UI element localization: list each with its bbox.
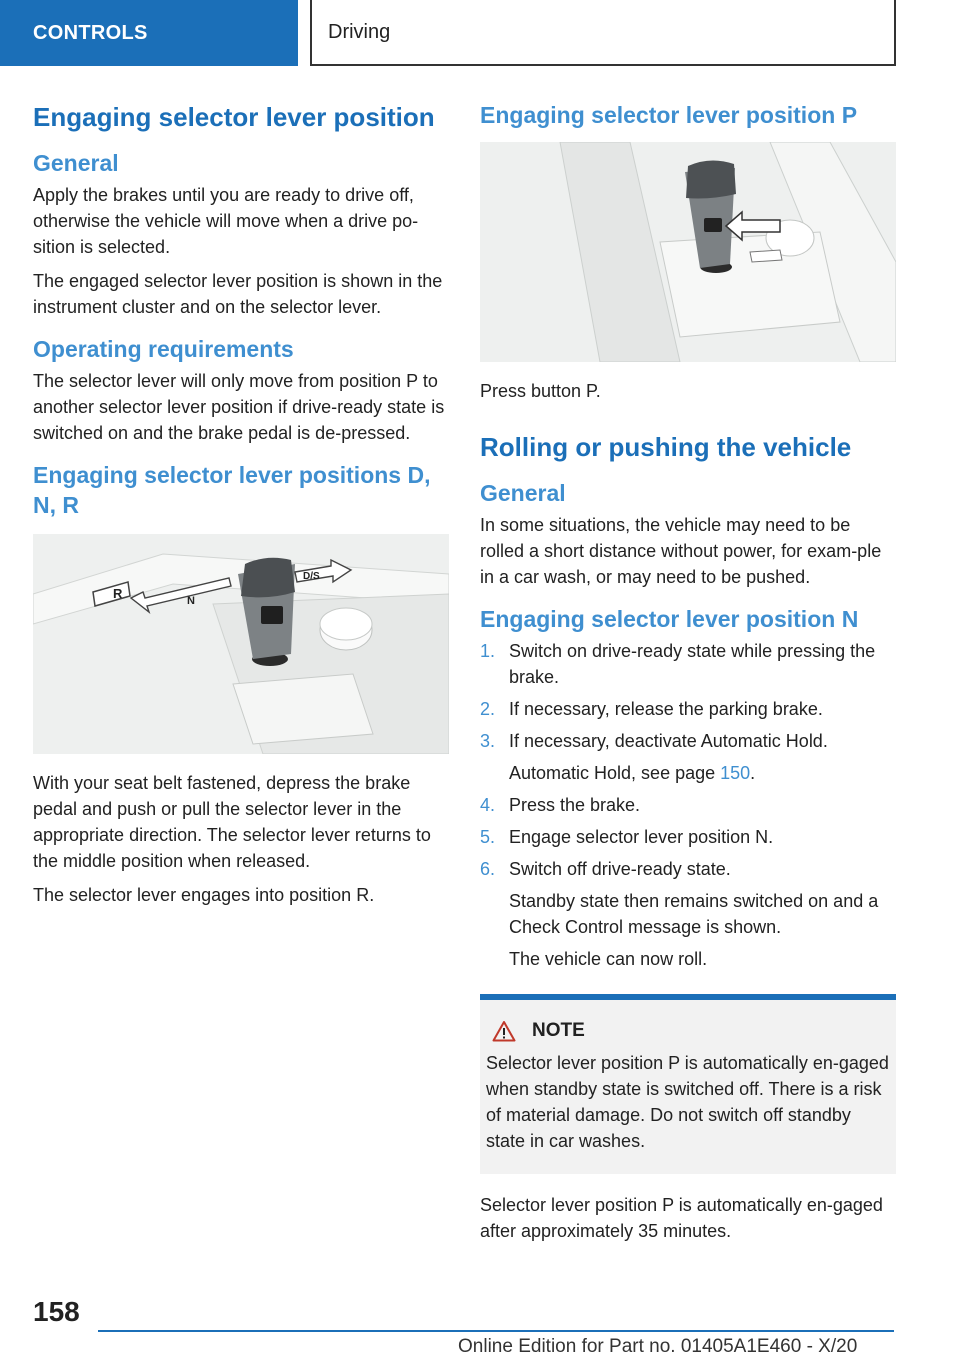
step-text: If necessary, deactivate Automatic Hold.	[509, 731, 828, 751]
rolling-title: Rolling or pushing the vehicle	[480, 432, 852, 462]
step-text: Press the brake.	[509, 795, 641, 815]
step-number: 5.	[480, 827, 496, 847]
list-item	[480, 792, 896, 818]
footer-divider	[98, 1330, 894, 1332]
step-number: 2.	[480, 699, 496, 719]
selector-lever-p-illustration	[480, 142, 896, 362]
dnr-heading: Engaging selector lever positions D, N, R	[33, 462, 431, 518]
step-subtext: The vehicle can now roll.	[509, 949, 708, 969]
chapter-header	[310, 0, 896, 66]
step-number: 3.	[480, 731, 496, 751]
rolling-general-heading: General	[480, 480, 566, 506]
press-p-caption: Press button P.	[480, 381, 601, 401]
section-title: Engaging selector lever position	[33, 102, 435, 132]
section-tab	[0, 0, 298, 66]
note-box	[480, 994, 896, 1174]
selector-lever-dnr-drawing	[33, 534, 449, 754]
page-link[interactable]: 150	[720, 763, 751, 783]
step-number: 6.	[480, 859, 496, 879]
rolling-paragraph: In some situations, the vehicle may need to be rolled a short distance without power, for exam-ple in a car wash, or may need to be pushed.	[480, 515, 882, 587]
note-text: Selector lever position P is automatically en-gaged when standby state is switched off. There is a risk of material damage. Do not switch off standby state in car washes.	[486, 1053, 889, 1151]
general-paragraph-2: The engaged selector lever position is shown in the instrument cluster and on the selector lever.	[33, 271, 443, 317]
section-label: CONTROLS	[33, 21, 148, 44]
figure-label-ds: D/S	[303, 571, 320, 582]
step-text: If necessary, release the parking brake.	[509, 699, 823, 719]
figure-label-n: N	[187, 595, 195, 607]
cross-ref-prefix: Automatic Hold, see page	[509, 763, 721, 783]
warning-icon	[492, 1020, 516, 1042]
figure-label-r: R	[113, 586, 123, 601]
step-text: Switch off drive-ready state.	[509, 859, 731, 879]
final-paragraph: Selector lever position P is automatically en-gaged after approximately 35 minutes.	[480, 1195, 883, 1241]
cross-ref-suffix: .	[750, 763, 756, 783]
step-subtext	[509, 760, 896, 786]
chapter-label: Driving	[328, 20, 391, 43]
position-p-heading: Engaging selector lever position P	[480, 102, 858, 128]
right-column	[480, 100, 896, 1252]
step-text: Engage selector lever position N.	[509, 827, 774, 847]
list-item	[480, 696, 896, 722]
general-paragraph-1: Apply the brakes until you are ready to drive off, otherwise the vehicle will move when a drive po-sition is selected.	[33, 185, 419, 257]
requirements-heading: Operating requirements	[33, 336, 294, 362]
requirements-paragraph: The selector lever will only move from position P to another selector lever position if drive-ready state is switched on and the brake pedal is de-pressed.	[33, 371, 445, 443]
note-label: NOTE	[532, 1020, 585, 1041]
general-heading: General	[33, 150, 119, 176]
position-n-heading: Engaging selector lever position N	[480, 606, 859, 632]
footer-edition: Online Edition for Part no. 01405A1E460 - X/20	[458, 1336, 858, 1357]
dnr-paragraph-1: With your seat belt fastened, depress the brake pedal and push or pull the selector lever in the appropriate direction. The selector lever returns to the middle position when released.	[33, 773, 431, 871]
selector-lever-dnr-illustration	[33, 534, 449, 754]
list-item	[480, 856, 896, 972]
position-n-steps	[480, 638, 896, 972]
step-text: Switch on drive-ready state while pressing the brake.	[509, 641, 876, 687]
list-item	[480, 728, 896, 786]
selector-lever-p-drawing	[480, 142, 896, 362]
left-column	[33, 100, 449, 916]
note-header	[492, 1020, 890, 1042]
step-number: 4.	[480, 795, 496, 815]
step-number: 1.	[480, 641, 496, 661]
page-number: 158	[33, 1296, 80, 1327]
step-subtext: Standby state then remains switched on and a Check Control message is shown.	[509, 891, 879, 937]
list-item	[480, 638, 896, 690]
dnr-paragraph-2: The selector lever engages into position R.	[33, 885, 375, 905]
list-item	[480, 824, 896, 850]
